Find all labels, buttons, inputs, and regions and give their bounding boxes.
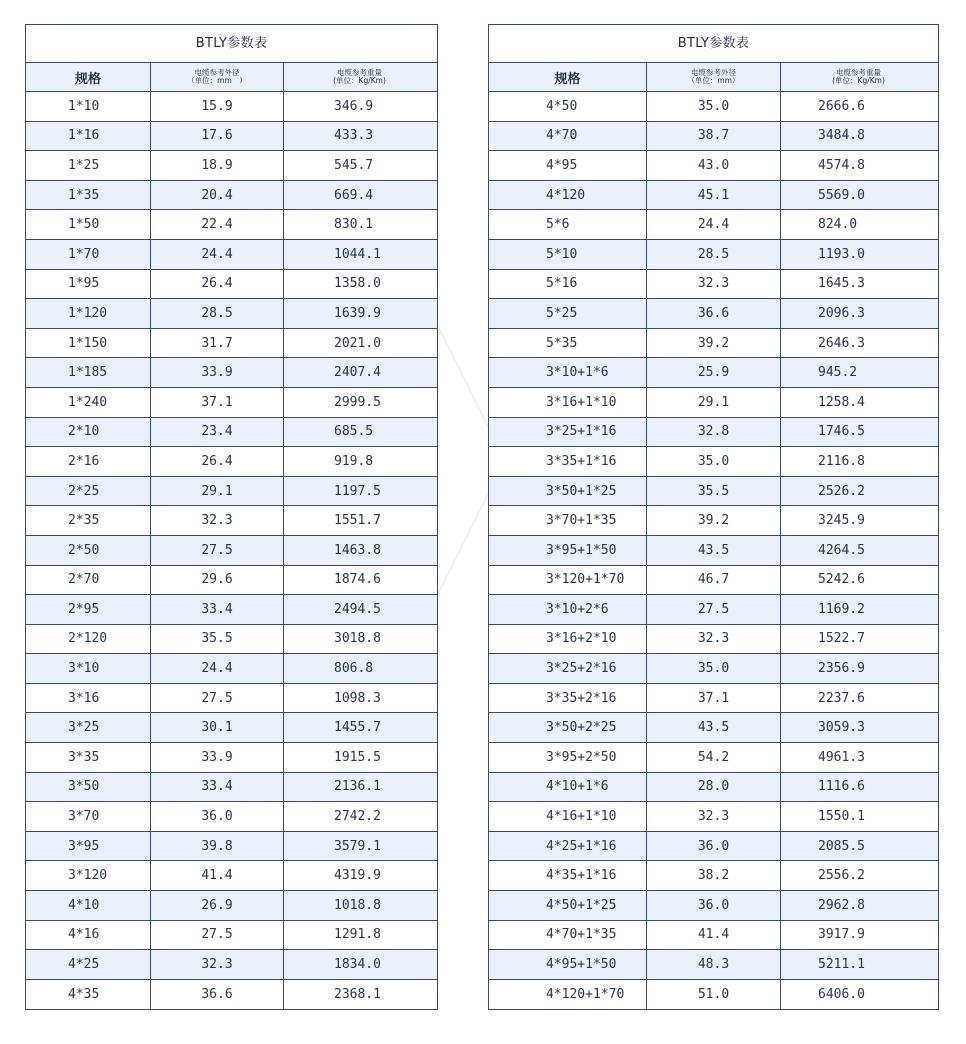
- cell-spec: 4*70+1*35: [546, 927, 617, 943]
- cell-weight: 2116.8: [780, 447, 936, 476]
- header-weight-line1: 电缆参考重量: [836, 68, 881, 77]
- cell-weight: 4319.9: [283, 861, 435, 890]
- cell-weight: 1291.8: [283, 921, 435, 950]
- cell-spec: 3*16+2*10: [546, 631, 617, 647]
- table-header-row: [489, 63, 938, 92]
- cell-spec: 3*10+1*6: [546, 365, 609, 381]
- cell-weight: 2356.9: [780, 654, 936, 683]
- cell-diameter: 32.3: [646, 270, 780, 299]
- cell-weight: 1915.5: [283, 743, 435, 772]
- header-diameter-line2: （单位：mm ）: [187, 76, 247, 85]
- cell-weight: 1018.8: [283, 891, 435, 920]
- table-row: [26, 684, 437, 714]
- cell-spec: 4*95: [546, 157, 578, 173]
- table-title: BTLY参数表: [26, 25, 437, 63]
- cell-weight: 2085.5: [780, 832, 936, 861]
- cell-weight: 824.0: [780, 210, 936, 239]
- cell-weight: 1551.7: [283, 506, 435, 535]
- cell-diameter: 38.7: [646, 122, 780, 151]
- cell-spec: 3*35+1*16: [546, 453, 617, 469]
- cell-weight: 945.2: [780, 358, 936, 387]
- cell-diameter: 33.9: [150, 743, 283, 772]
- cell-weight: 2646.3: [780, 329, 936, 358]
- table-row: [489, 743, 938, 773]
- cell-weight: 2494.5: [283, 595, 435, 624]
- btly-table-left: [25, 24, 438, 1010]
- cell-weight: 1455.7: [283, 713, 435, 742]
- cell-diameter: 35.0: [646, 654, 780, 683]
- header-spec: 规格: [74, 71, 101, 87]
- cell-weight: 4264.5: [780, 536, 936, 565]
- cell-diameter: 17.6: [150, 122, 283, 151]
- cell-weight: 2021.0: [283, 329, 435, 358]
- cell-weight: 1197.5: [283, 477, 435, 506]
- cell-spec: 3*120: [68, 868, 108, 884]
- table-row: [26, 921, 437, 951]
- cell-diameter: 33.4: [150, 773, 283, 802]
- cell-spec: 5*6: [546, 217, 570, 233]
- table-row: [489, 151, 938, 181]
- cell-diameter: 30.1: [150, 713, 283, 742]
- table-row: [26, 980, 437, 1010]
- table-row: [26, 210, 437, 240]
- cell-diameter: 27.5: [150, 536, 283, 565]
- cell-weight: 669.4: [283, 181, 435, 210]
- table-row: [489, 921, 938, 951]
- cell-diameter: 36.6: [150, 980, 283, 1010]
- cell-spec: 4*25+1*16: [546, 838, 617, 854]
- cell-diameter: 32.3: [150, 950, 283, 979]
- cell-spec: 4*35: [68, 987, 100, 1003]
- cell-diameter: 35.5: [150, 625, 283, 654]
- cell-weight: 806.8: [283, 654, 435, 683]
- cell-diameter: 32.3: [646, 802, 780, 831]
- cell-diameter: 32.8: [646, 418, 780, 447]
- cell-weight: 2526.2: [780, 477, 936, 506]
- table-row: [489, 654, 938, 684]
- cell-diameter: 37.1: [150, 388, 283, 417]
- table-row: [489, 861, 938, 891]
- cell-spec: 1*240: [68, 394, 108, 410]
- cell-diameter: 35.0: [646, 447, 780, 476]
- cell-diameter: 43.0: [646, 151, 780, 180]
- cell-diameter: 24.4: [150, 654, 283, 683]
- cell-spec: 1*185: [68, 365, 108, 381]
- table-row: [489, 358, 938, 388]
- header-weight-line2: (单位：Kg/Km): [333, 76, 386, 85]
- table-row: [26, 713, 437, 743]
- cell-diameter: 35.5: [646, 477, 780, 506]
- cell-weight: 5242.6: [780, 566, 936, 595]
- table-row: [26, 477, 437, 507]
- cell-spec: 4*120+1*70: [546, 987, 625, 1003]
- cell-spec: 3*16: [68, 690, 100, 706]
- table-row: [26, 418, 437, 448]
- table-row: [26, 299, 437, 329]
- cell-weight: 4574.8: [780, 151, 936, 180]
- cell-spec: 2*120: [68, 631, 108, 647]
- cell-spec: 3*25+1*16: [546, 424, 617, 440]
- table-row: [26, 950, 437, 980]
- cell-spec: 3*95+1*50: [546, 542, 617, 558]
- cell-diameter: 46.7: [646, 566, 780, 595]
- cell-diameter: 36.0: [646, 832, 780, 861]
- cell-diameter: 23.4: [150, 418, 283, 447]
- table-row: [489, 299, 938, 329]
- cell-spec: 3*25: [68, 720, 100, 736]
- cell-diameter: 20.4: [150, 181, 283, 210]
- cell-weight: 2096.3: [780, 299, 936, 328]
- cell-weight: 3018.8: [283, 625, 435, 654]
- header-diameter: [150, 63, 283, 91]
- cell-spec: 2*70: [68, 572, 100, 588]
- cell-weight: 3579.1: [283, 832, 435, 861]
- cell-spec: 4*10+1*6: [546, 779, 609, 795]
- header-diameter-line1: 电缆参考外径: [194, 68, 240, 77]
- cell-diameter: 32.3: [646, 625, 780, 654]
- cell-diameter: 43.5: [646, 713, 780, 742]
- cell-spec: 4*16: [68, 927, 100, 943]
- cell-diameter: 39.2: [646, 506, 780, 535]
- table-row: [26, 861, 437, 891]
- cell-weight: 2136.1: [283, 773, 435, 802]
- cell-diameter: 29.1: [150, 477, 283, 506]
- cell-diameter: 36.6: [646, 299, 780, 328]
- cell-weight: 3917.9: [780, 921, 936, 950]
- cell-spec: 3*70: [68, 809, 100, 825]
- table-row: [489, 980, 938, 1010]
- cell-diameter: 48.3: [646, 950, 780, 979]
- table-row: [489, 418, 938, 448]
- cell-spec: 3*50+2*25: [546, 720, 617, 736]
- table-title: BTLY参数表: [489, 25, 938, 63]
- cell-weight: 4961.3: [780, 743, 936, 772]
- cell-weight: 3484.8: [780, 122, 936, 151]
- cell-spec: 1*70: [68, 246, 100, 262]
- btly-table-right: [488, 24, 939, 1010]
- cell-spec: 1*16: [68, 128, 100, 144]
- header-diameter-line2: （单位：mm）: [687, 76, 740, 85]
- cell-diameter: 43.5: [646, 536, 780, 565]
- cell-spec: 2*16: [68, 453, 100, 469]
- cell-spec: 3*95+2*50: [546, 749, 617, 765]
- table-row: [26, 270, 437, 300]
- table-row: [26, 151, 437, 181]
- cell-weight: 2407.4: [283, 358, 435, 387]
- cell-diameter: 26.4: [150, 270, 283, 299]
- cell-diameter: 38.2: [646, 861, 780, 890]
- header-weight-line2: (单位：Kg/Km): [832, 76, 885, 85]
- table-row: [26, 358, 437, 388]
- cell-spec: 3*10: [68, 661, 100, 677]
- cell-diameter: 39.2: [646, 329, 780, 358]
- table-row: [26, 743, 437, 773]
- cell-weight: 1258.4: [780, 388, 936, 417]
- table-row: [26, 891, 437, 921]
- cell-spec: 3*35: [68, 749, 100, 765]
- table-row: [26, 595, 437, 625]
- table-row: [489, 891, 938, 921]
- table-row: [26, 181, 437, 211]
- cell-spec: 5*35: [546, 335, 578, 351]
- cell-diameter: 29.1: [646, 388, 780, 417]
- cell-spec: 4*25: [68, 957, 100, 973]
- cell-diameter: 27.5: [150, 684, 283, 713]
- cell-diameter: 45.1: [646, 181, 780, 210]
- cell-weight: 5569.0: [780, 181, 936, 210]
- header-spec: 规格: [554, 71, 581, 87]
- cell-weight: 2742.2: [283, 802, 435, 831]
- cell-weight: 2999.5: [283, 388, 435, 417]
- cell-diameter: 37.1: [646, 684, 780, 713]
- cell-diameter: 26.9: [150, 891, 283, 920]
- cell-weight: 6406.0: [780, 980, 936, 1010]
- table-row: [26, 625, 437, 655]
- cell-weight: 685.5: [283, 418, 435, 447]
- cell-spec: 5*10: [546, 246, 578, 262]
- cell-diameter: 41.4: [150, 861, 283, 890]
- cell-diameter: 32.3: [150, 506, 283, 535]
- cell-diameter: 29.6: [150, 566, 283, 595]
- cell-spec: 2*10: [68, 424, 100, 440]
- cell-diameter: 54.2: [646, 743, 780, 772]
- cell-weight: 433.3: [283, 122, 435, 151]
- cell-spec: 1*10: [68, 98, 100, 114]
- cell-spec: 1*50: [68, 217, 100, 233]
- cell-spec: 1*150: [68, 335, 108, 351]
- cell-spec: 5*25: [546, 305, 578, 321]
- table-row: [489, 181, 938, 211]
- cell-spec: 4*50: [546, 98, 578, 114]
- cell-weight: 2368.1: [283, 980, 435, 1010]
- cell-spec: 3*50+1*25: [546, 483, 617, 499]
- cell-diameter: 51.0: [646, 980, 780, 1010]
- cell-weight: 1463.8: [283, 536, 435, 565]
- table-row: [489, 595, 938, 625]
- header-diameter-line1: 电缆参考外径: [691, 68, 736, 77]
- table-row: [489, 950, 938, 980]
- cell-diameter: 33.9: [150, 358, 283, 387]
- table-row: [26, 388, 437, 418]
- cell-spec: 2*25: [68, 483, 100, 499]
- cell-diameter: 36.0: [646, 891, 780, 920]
- cell-weight: 1098.3: [283, 684, 435, 713]
- cell-spec: 4*120: [546, 187, 586, 203]
- cell-spec: 1*120: [68, 305, 108, 321]
- cell-weight: 1550.1: [780, 802, 936, 831]
- cell-spec: 3*16+1*10: [546, 394, 617, 410]
- cell-diameter: 33.4: [150, 595, 283, 624]
- cell-diameter: 28.5: [646, 240, 780, 269]
- cell-spec: 1*35: [68, 187, 100, 203]
- cell-weight: 830.1: [283, 210, 435, 239]
- cell-spec: 2*95: [68, 601, 100, 617]
- header-weight: [283, 63, 435, 91]
- cell-diameter: 35.0: [646, 92, 780, 121]
- cell-weight: 1639.9: [283, 299, 435, 328]
- table-row: [489, 566, 938, 596]
- table-row: [489, 388, 938, 418]
- cell-spec: 3*10+2*6: [546, 601, 609, 617]
- cell-weight: 1116.6: [780, 773, 936, 802]
- table-row: [26, 802, 437, 832]
- cell-diameter: 25.9: [646, 358, 780, 387]
- cell-weight: 1358.0: [283, 270, 435, 299]
- cell-weight: 1874.6: [283, 566, 435, 595]
- table-row: [26, 240, 437, 270]
- table-row: [26, 832, 437, 862]
- cell-diameter: 36.0: [150, 802, 283, 831]
- cell-weight: 2962.8: [780, 891, 936, 920]
- cell-diameter: 39.8: [150, 832, 283, 861]
- table-body: [26, 92, 437, 1009]
- cell-spec: 3*35+2*16: [546, 690, 617, 706]
- table-header-row: [26, 63, 437, 92]
- cell-diameter: 24.4: [150, 240, 283, 269]
- cell-spec: 1*25: [68, 157, 100, 173]
- cell-spec: 4*95+1*50: [546, 957, 617, 973]
- table-row: [489, 210, 938, 240]
- header-diameter: [646, 63, 780, 91]
- table-row: [489, 477, 938, 507]
- header-weight-line1: 电缆参考重量: [337, 68, 382, 77]
- cell-spec: 4*70: [546, 128, 578, 144]
- cell-spec: 3*25+2*16: [546, 661, 617, 677]
- table-row: [26, 506, 437, 536]
- cell-weight: 1746.5: [780, 418, 936, 447]
- cell-weight: 545.7: [283, 151, 435, 180]
- cell-weight: 2237.6: [780, 684, 936, 713]
- table-row: [489, 684, 938, 714]
- cell-weight: 5211.1: [780, 950, 936, 979]
- cell-spec: 3*95: [68, 838, 100, 854]
- header-weight: [780, 63, 936, 91]
- cell-diameter: 24.4: [646, 210, 780, 239]
- cell-diameter: 22.4: [150, 210, 283, 239]
- cell-diameter: 15.9: [150, 92, 283, 121]
- table-row: [26, 329, 437, 359]
- cell-weight: 346.9: [283, 92, 435, 121]
- table-row: [489, 625, 938, 655]
- table-row: [26, 92, 437, 122]
- cell-weight: 2666.6: [780, 92, 936, 121]
- cell-diameter: 18.9: [150, 151, 283, 180]
- cell-weight: 2556.2: [780, 861, 936, 890]
- table-row: [489, 713, 938, 743]
- cell-weight: 1645.3: [780, 270, 936, 299]
- cell-spec: 2*35: [68, 513, 100, 529]
- table-row: [489, 773, 938, 803]
- table-row: [489, 240, 938, 270]
- cell-diameter: 27.5: [646, 595, 780, 624]
- cell-weight: 1834.0: [283, 950, 435, 979]
- cell-diameter: 28.5: [150, 299, 283, 328]
- table-row: [489, 832, 938, 862]
- cell-diameter: 41.4: [646, 921, 780, 950]
- cell-weight: 3245.9: [780, 506, 936, 535]
- cell-diameter: 27.5: [150, 921, 283, 950]
- table-row: [489, 536, 938, 566]
- cell-spec: 2*50: [68, 542, 100, 558]
- cell-weight: 1044.1: [283, 240, 435, 269]
- table-row: [489, 447, 938, 477]
- cell-spec: 3*50: [68, 779, 100, 795]
- cell-diameter: 31.7: [150, 329, 283, 358]
- table-row: [26, 654, 437, 684]
- table-row: [26, 122, 437, 152]
- table-row: [489, 506, 938, 536]
- cell-weight: 919.8: [283, 447, 435, 476]
- cell-diameter: 26.4: [150, 447, 283, 476]
- cell-weight: 1193.0: [780, 240, 936, 269]
- table-row: [489, 802, 938, 832]
- table-row: [489, 122, 938, 152]
- table-row: [26, 566, 437, 596]
- cell-weight: 1522.7: [780, 625, 936, 654]
- cell-spec: 1*95: [68, 276, 100, 292]
- cell-weight: 3059.3: [780, 713, 936, 742]
- table-row: [489, 329, 938, 359]
- table-row: [26, 536, 437, 566]
- table-row: [26, 773, 437, 803]
- table-body: [489, 92, 938, 1009]
- table-row: [489, 92, 938, 122]
- cell-weight: 1169.2: [780, 595, 936, 624]
- cell-spec: 5*16: [546, 276, 578, 292]
- cell-spec: 3*70+1*35: [546, 513, 617, 529]
- table-row: [26, 447, 437, 477]
- table-row: [489, 270, 938, 300]
- cell-spec: 4*50+1*25: [546, 897, 617, 913]
- cell-spec: 4*35+1*16: [546, 868, 617, 884]
- cell-spec: 4*10: [68, 897, 100, 913]
- cell-spec: 3*120+1*70: [546, 572, 625, 588]
- cell-diameter: 28.0: [646, 773, 780, 802]
- cell-spec: 4*16+1*10: [546, 809, 617, 825]
